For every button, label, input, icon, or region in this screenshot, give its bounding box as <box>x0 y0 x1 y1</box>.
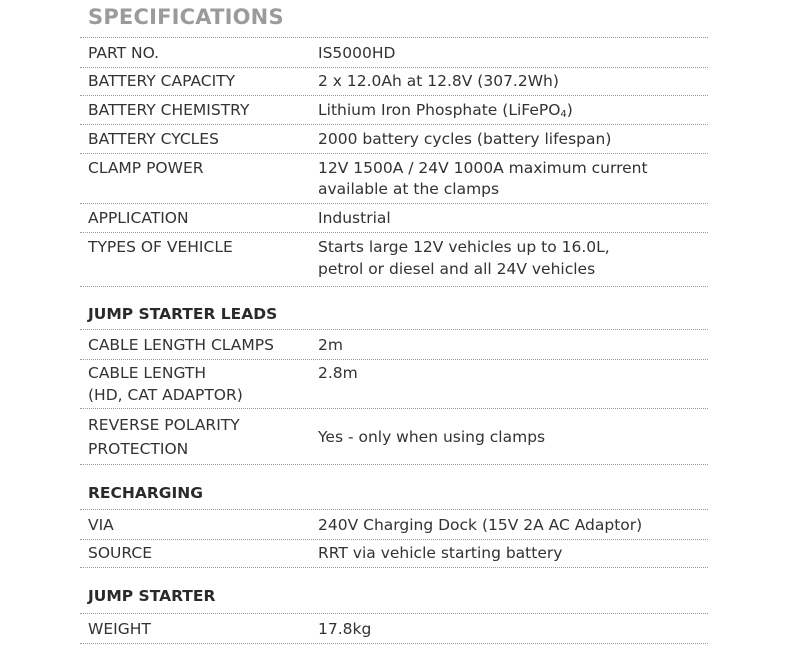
spec-value: 17.8kg <box>318 620 372 638</box>
spec-row-battery-chemistry <box>80 95 708 125</box>
spec-value: 240V Charging Dock (15V 2A AC Adaptor) <box>318 516 643 534</box>
spec-value: RRT via vehicle starting battery <box>318 544 563 562</box>
spec-row-battery-capacity <box>80 66 708 96</box>
spec-row-via <box>80 509 708 540</box>
section-heading-leads: JUMP STARTER LEADS <box>88 305 278 323</box>
spec-label: BATTERY CHEMISTRY <box>88 101 250 119</box>
spec-row-types-of-vehicle <box>80 232 708 287</box>
spec-label: WEIGHT <box>88 620 151 638</box>
spec-row-application <box>80 203 708 233</box>
spec-row-weight <box>80 613 708 644</box>
spec-label: CLAMP POWER <box>88 159 204 177</box>
chemistry-subscript: 4 <box>560 109 567 120</box>
spec-value: Yes - only when using clamps <box>318 428 546 446</box>
spec-value-line1: Starts large 12V vehicles up to 16.0L, <box>318 238 610 256</box>
spec-value-line2: petrol or diesel and all 24V vehicles <box>318 260 596 278</box>
spec-label-line2: (HD, CAT ADAPTOR) <box>88 386 243 404</box>
spec-value: 2m <box>318 336 343 354</box>
spec-value: IS5000HD <box>318 44 396 62</box>
spec-label: SOURCE <box>88 544 152 562</box>
spec-value: 2.8m <box>318 364 358 382</box>
spec-row-clamp-power <box>80 153 708 204</box>
spec-value: Industrial <box>318 209 391 227</box>
spec-row-battery-cycles <box>80 124 708 154</box>
spec-label-line1: REVERSE POLARITY <box>88 416 240 434</box>
spec-label-line1: CABLE LENGTH <box>88 364 207 382</box>
section-heading-recharging: RECHARGING <box>88 484 203 502</box>
spec-row-reverse-polarity <box>80 408 708 465</box>
spec-label: PART NO. <box>88 44 160 62</box>
spec-row-source <box>80 538 708 568</box>
spec-value <box>318 99 573 126</box>
spec-value-line2: available at the clamps <box>318 180 500 198</box>
spec-row-cable-length-clamps <box>80 329 708 360</box>
spec-value-line1: 12V 1500A / 24V 1000A maximum current <box>318 159 648 177</box>
spec-value: 2000 battery cycles (battery lifespan) <box>318 130 612 148</box>
spec-label: APPLICATION <box>88 209 189 227</box>
spec-label: CABLE LENGTH CLAMPS <box>88 336 274 354</box>
spec-row-cable-length-hd <box>80 358 708 409</box>
spec-label: BATTERY CYCLES <box>88 130 219 148</box>
page-title: SPECIFICATIONS <box>88 5 284 29</box>
spec-row-part-no <box>80 37 708 68</box>
spec-value: 2 x 12.0Ah at 12.8V (307.2Wh) <box>318 72 559 90</box>
chemistry-close: ) <box>566 101 573 119</box>
spec-label: VIA <box>88 516 114 534</box>
spec-label: BATTERY CAPACITY <box>88 72 236 90</box>
section-heading-jump-starter: JUMP STARTER <box>88 587 216 605</box>
spec-label-line2: PROTECTION <box>88 440 189 458</box>
chemistry-text: Lithium Iron Phosphate (LiFePO <box>318 101 561 119</box>
spec-label: TYPES OF VEHICLE <box>88 238 233 256</box>
